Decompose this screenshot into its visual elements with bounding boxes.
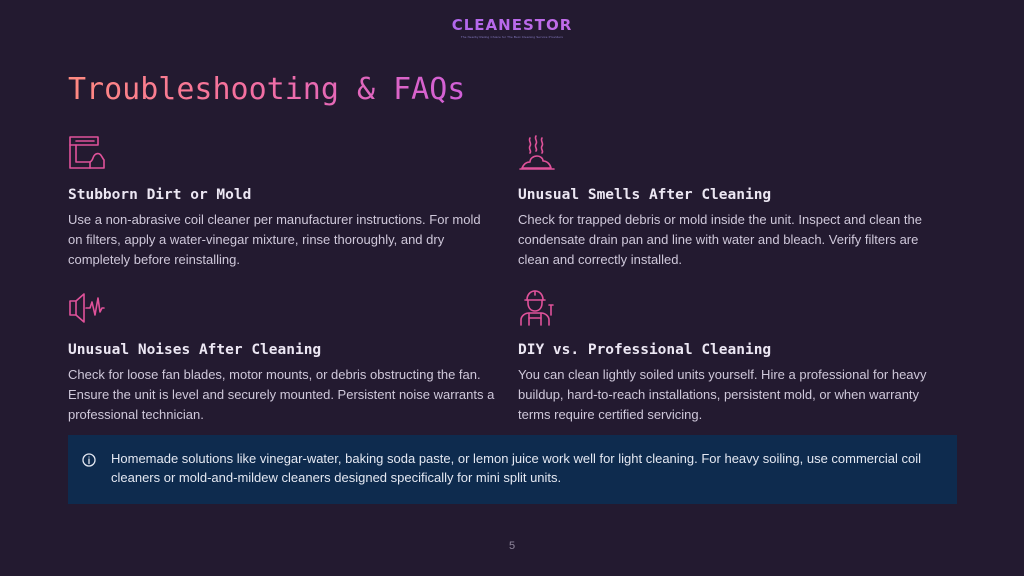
- technician-icon: [518, 289, 556, 327]
- page-number: 5: [508, 540, 516, 552]
- faq-card-unusual-noises: [68, 289, 498, 425]
- card-body: Use a non-abrasive coil cleaner per manufacturer instructions. For mold on filters, apply a water-vinegar mixture, rinse thoroughly, and dry completely before reinstalling.: [68, 212, 481, 267]
- info-icon: [82, 453, 96, 467]
- faq-card-diy-vs-professional: [518, 289, 948, 425]
- speaker-noise-icon: [68, 289, 106, 327]
- faq-card-unusual-smells: [518, 134, 948, 270]
- brand-tagline: The Nearby Rating Choice for The Best Cleaning Service Providers: [460, 35, 564, 39]
- odor-icon: [518, 134, 556, 172]
- card-body: Check for trapped debris or mold inside the unit. Inspect and clean the condensate drain pan and line with water and bleach. Verify filters are clean and correctly installed.: [518, 212, 922, 267]
- card-heading: Unusual Noises After Cleaning: [68, 342, 322, 358]
- cleaning-tool-icon: [68, 134, 106, 172]
- card-heading: Stubborn Dirt or Mold: [68, 187, 252, 203]
- card-heading: Unusual Smells After Cleaning: [518, 187, 772, 203]
- brand-name: CLEANESTOR: [0, 16, 1024, 34]
- info-callout: [68, 435, 957, 504]
- page-title: Troubleshooting & FAQs: [68, 72, 466, 107]
- brand-logo: [0, 16, 1024, 39]
- faq-card-stubborn-dirt: [68, 134, 498, 270]
- card-body: Check for loose fan blades, motor mounts, or debris obstructing the fan. Ensure the unit is level and securely mounted. Persistent noise warrants a professional technician.: [68, 367, 495, 422]
- info-callout-text: Homemade solutions like vinegar-water, baking soda paste, or lemon juice work well for light cleaning. For heavy soiling, use commercial coil cleaners or mold-and-mildew cleaners designed specifically for mini split units.: [111, 451, 921, 485]
- card-heading: DIY vs. Professional Cleaning: [518, 342, 772, 358]
- card-body: You can clean lightly soiled units yourself. Hire a professional for heavy buildup, hard-to-reach installations, persistent mold, or when warranty terms require certified servicing.: [518, 367, 927, 422]
